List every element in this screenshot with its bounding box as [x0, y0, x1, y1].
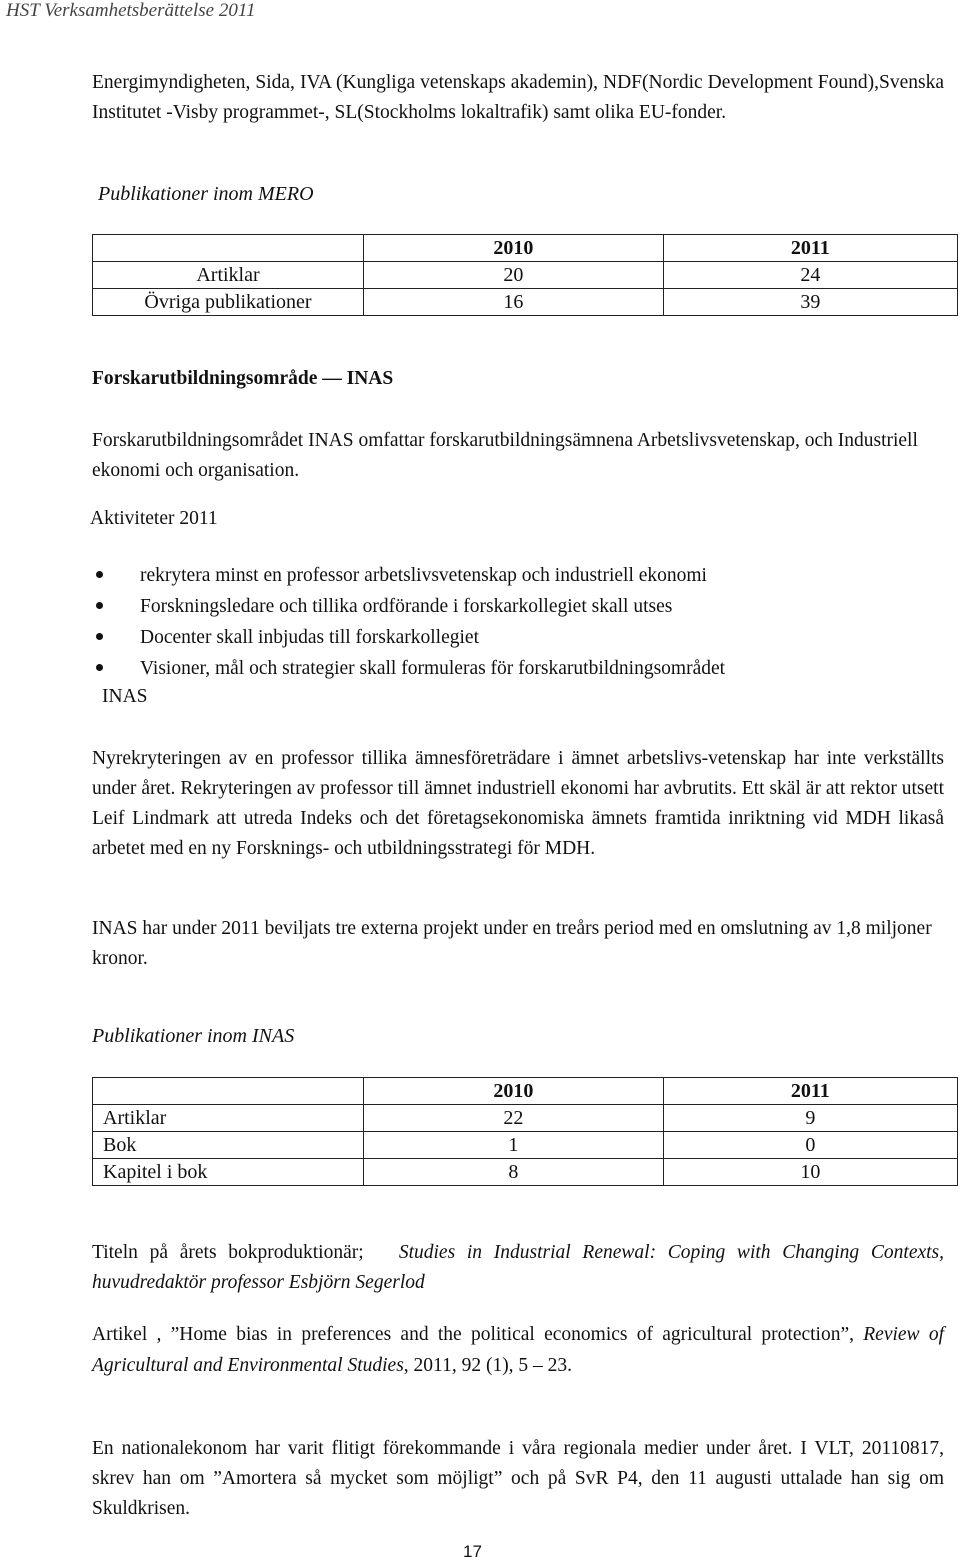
- page-number: 17: [463, 1542, 482, 1561]
- table-row: [93, 1159, 958, 1186]
- list-item-text: Visioner, mål och strategier skall formuleras för forskarutbildningsområdet: [140, 658, 726, 679]
- inas-heading: Forskarutbildningsområde — INAS: [92, 368, 394, 389]
- table-header-2010: 2010: [364, 1078, 664, 1105]
- cell-2010: 1: [364, 1132, 664, 1159]
- cell-2010: 20: [364, 262, 664, 289]
- cell-2011: 10: [663, 1159, 957, 1186]
- row-label: Artiklar: [93, 1105, 364, 1132]
- article-journal: Review of Agricultural and Environmental Studies: [92, 1324, 944, 1376]
- table-row: [93, 262, 958, 289]
- inas-publications-table: [92, 1077, 958, 1186]
- table-header-2010: 2010: [364, 235, 664, 262]
- article-tail: , 2011, 92 (1), 5 – 23.: [403, 1355, 573, 1376]
- table-header-empty: [93, 235, 364, 262]
- bullet-icon: [96, 664, 103, 671]
- list-item: [96, 560, 725, 591]
- row-label: Övriga publikationer: [93, 289, 364, 316]
- activities-tail: INAS: [102, 686, 148, 707]
- book-title: Studies in Industrial Renewal: Coping with Changing Contexts, huvudredaktör professor Esbjörn Segerlod: [92, 1242, 945, 1293]
- media-paragraph: En nationalekonom har varit flitigt förekommande i våra regionala medier under året. I VLT, 20110817, skrev han om ”Amortera så mycket som möjligt” och på SvR P4, den 11 augusti uttalade han sig om Skuldkrisen.: [92, 1438, 944, 1519]
- list-item: [96, 653, 725, 684]
- cell-2010: 8: [364, 1159, 664, 1186]
- intro-paragraph: Energimyndigheten, Sida, IVA (Kungliga vetenskaps akademin), NDF(Nordic Development Found),Svenska Institutet -Visby programmet-, SL(Stockholms lokaltrafik) samt olika EU-fonder.: [92, 72, 944, 123]
- row-label: Bok: [93, 1132, 364, 1159]
- cell-2011: 24: [663, 262, 957, 289]
- list-item: [96, 622, 725, 653]
- activities-list: [96, 560, 725, 684]
- table-header-row: [93, 1078, 958, 1105]
- bullet-icon: [96, 571, 103, 578]
- list-item-text: Forskningsledare och tillika ordförande i forskarkollegiet skall utses: [140, 596, 673, 617]
- table-header-row: [93, 235, 958, 262]
- book-lead: Titeln på årets bokproduktionär;: [92, 1242, 364, 1263]
- article-paragraph: [92, 1319, 944, 1381]
- recruitment-paragraph: Nyrekryteringen av en professor tillika ämnesföreträdare i ämnet arbetslivs-vetenskap har inte verkställts under året. Rekryteringen av professor till ämnet industriell ekonomi har avbrutits. Ett skäl är att rektor utsett Leif Lindmark att utreda Indeks och det företagsekonomiska ämnets framtida inriktning vid MDH likaså arbetet med en ny Forsknings- och utbildningsstrategi för MDH.: [92, 748, 944, 859]
- list-item: [96, 591, 725, 622]
- projects-paragraph: INAS har under 2011 beviljats tre externa projekt under en treårs period med en omslutning av 1,8 miljoner kronor.: [92, 918, 932, 969]
- table-header-2011: 2011: [663, 1078, 957, 1105]
- bullet-icon: [96, 633, 103, 640]
- running-header: HST Verksamhetsberättelse 2011: [6, 0, 256, 21]
- row-label: Kapitel i bok: [93, 1159, 364, 1186]
- cell-2011: 9: [663, 1105, 957, 1132]
- table-header-empty: [93, 1078, 364, 1105]
- cell-2010: 16: [364, 289, 664, 316]
- activities-heading: Aktiviteter 2011: [90, 508, 218, 529]
- article-lead: Artikel , ”Home bias in preferences and the political economics of agricultural protection”,: [92, 1324, 854, 1345]
- mero-table-caption: Publikationer inom MERO: [98, 183, 314, 205]
- table-row: [93, 1105, 958, 1132]
- row-label: Artiklar: [93, 262, 364, 289]
- table-row: [93, 1132, 958, 1159]
- cell-2010: 22: [364, 1105, 664, 1132]
- cell-2011: 39: [663, 289, 957, 316]
- list-item-text: Docenter skall inbjudas till forskarkollegiet: [140, 627, 479, 648]
- inas-table-caption: Publikationer inom INAS: [92, 1025, 295, 1047]
- list-item-text: rekrytera minst en professor arbetslivsvetenskap och industriell ekonomi: [140, 565, 707, 586]
- table-header-2011: 2011: [663, 235, 957, 262]
- bullet-icon: [96, 602, 103, 609]
- cell-2011: 0: [663, 1132, 957, 1159]
- book-paragraph: [92, 1238, 944, 1298]
- mero-publications-table: [92, 234, 958, 316]
- table-row: [93, 289, 958, 316]
- inas-description: Forskarutbildningsområdet INAS omfattar forskarutbildningsämnena Arbetslivsvetenskap, och Industriell ekonomi och organisation.: [92, 430, 918, 481]
